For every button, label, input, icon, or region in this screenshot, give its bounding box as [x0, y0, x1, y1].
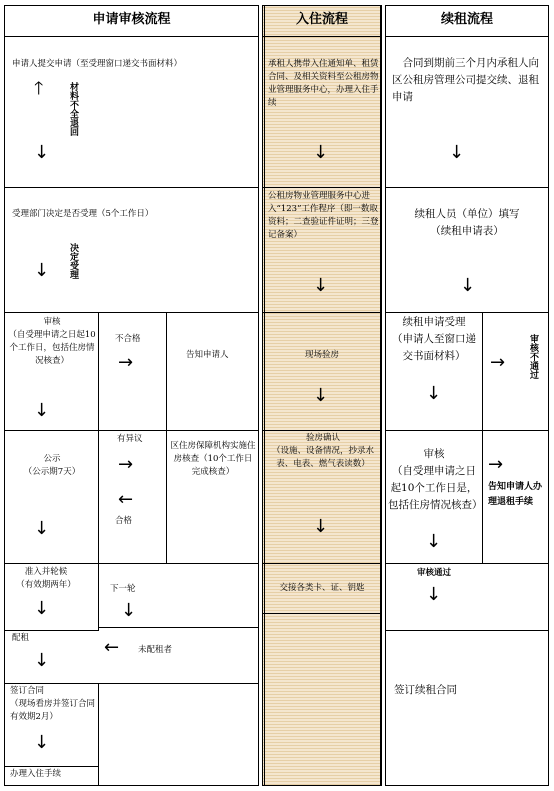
up-arrow-icon: 🡑: [34, 78, 44, 99]
review-failed-label: 审核不通过: [528, 334, 538, 379]
down-arrow-icon: ↓: [34, 142, 50, 163]
right-arrow-icon: →: [488, 454, 504, 475]
down-arrow-icon: ↓: [34, 650, 50, 671]
down-arrow-icon: ↓: [460, 275, 476, 296]
checkin-step-3: 现场验房: [304, 350, 339, 360]
queue-step: 准入并轮候 （有效期两年）: [16, 567, 76, 590]
checkin-process-header: 入住流程: [295, 12, 348, 27]
checkin-formalities-step: 办理入住手续: [10, 769, 62, 779]
down-arrow-icon: ↓: [313, 275, 329, 296]
right-arrow-icon: →: [490, 352, 506, 373]
down-arrow-icon: ↓: [426, 584, 442, 605]
notify-applicant-step: 告知申请人: [186, 350, 229, 360]
down-arrow-icon: ↓: [34, 518, 50, 539]
renewal-step-4: 审核 （自受理申请之日起10个工作日是，包括住房情况核查）: [388, 448, 483, 511]
acceptance-decision-step: 受理部门决定是否受理（5个工作日）: [12, 209, 154, 219]
submit-application-step: 申请人提交申请（至受理窗口递交书面材料）: [12, 59, 183, 69]
down-arrow-icon: ↓: [449, 142, 465, 163]
right-arrow-icon: →: [118, 352, 134, 373]
down-arrow-icon: ↓: [34, 732, 50, 753]
checkin-step-2: 公租房物业管理服务中心进入“123”工作程序（即一数取资料；二查验证件证明；三登记备案）: [268, 191, 379, 240]
right-arrow-icon: →: [118, 454, 134, 475]
sign-contract-step: 签订合同 （现场看房并签订合同有效期2月）: [10, 686, 96, 722]
renewal-column-frame: [385, 5, 549, 786]
down-arrow-icon: ↓: [426, 531, 442, 552]
not-allocated-label: 未配租者: [138, 645, 173, 655]
down-arrow-icon: ↓: [34, 598, 50, 619]
pass-label: 合格: [115, 516, 133, 526]
down-arrow-icon: ↓: [426, 383, 442, 404]
notify-exit-lease-step: 告知申请人办理退租手续: [488, 482, 543, 507]
down-arrow-icon: ↓: [34, 400, 50, 421]
next-round-label: 下一轮: [110, 584, 136, 594]
checkin-step-1: 承租人携带入住通知单、租赁合同、及相关资料至公租房物业管理服务中心，办理入住手续: [268, 59, 379, 108]
fail-label: 不合格: [115, 334, 141, 344]
review-step: 审核 （自受理申请之日起10个工作日，包括住房情况核查）: [8, 317, 96, 366]
objection-label: 有异议: [117, 434, 143, 444]
down-arrow-icon: ↓: [313, 142, 329, 163]
renewal-step-2: 续租人员（单位）填写 （续租申请表）: [414, 208, 520, 237]
checkin-step-4: 验房确认 （设施、设备情况，抄录水表、电表、燃气表读数）: [271, 433, 374, 469]
renewal-step-5: 签订续租合同: [394, 684, 457, 696]
renewal-step-1: 合同到期前三个月内承租人向区公租房管理公司提交续、退租申请: [392, 57, 539, 103]
application-process-header: 申请审核流程: [92, 12, 171, 27]
left-arrow-icon: ←: [104, 637, 120, 658]
decided-accept-label: 决定受理: [68, 243, 78, 279]
checkin-step-5: 交接各类卡、证、钥匙: [279, 583, 365, 593]
down-arrow-icon: ↓: [121, 600, 137, 621]
renewal-step-3: 续租申请受理 （申请人至窗口递交书面材料）: [392, 316, 476, 362]
district-housing-check-step: 区住房保障机构实施住房核查（10个工作日完成核查）: [170, 441, 256, 477]
down-arrow-icon: ↓: [313, 385, 329, 406]
review-passed-label: 审核通过: [416, 568, 451, 578]
incomplete-returned-label: 材料不全退回: [68, 82, 78, 136]
publicize-step: 公示 （公示期7天）: [23, 454, 81, 477]
renewal-process-header: 续租流程: [440, 12, 493, 27]
down-arrow-icon: ↓: [313, 516, 329, 537]
down-arrow-icon: ↓: [34, 260, 50, 281]
left-arrow-icon: ←: [118, 489, 134, 510]
allocate-step: 配租: [12, 633, 30, 643]
